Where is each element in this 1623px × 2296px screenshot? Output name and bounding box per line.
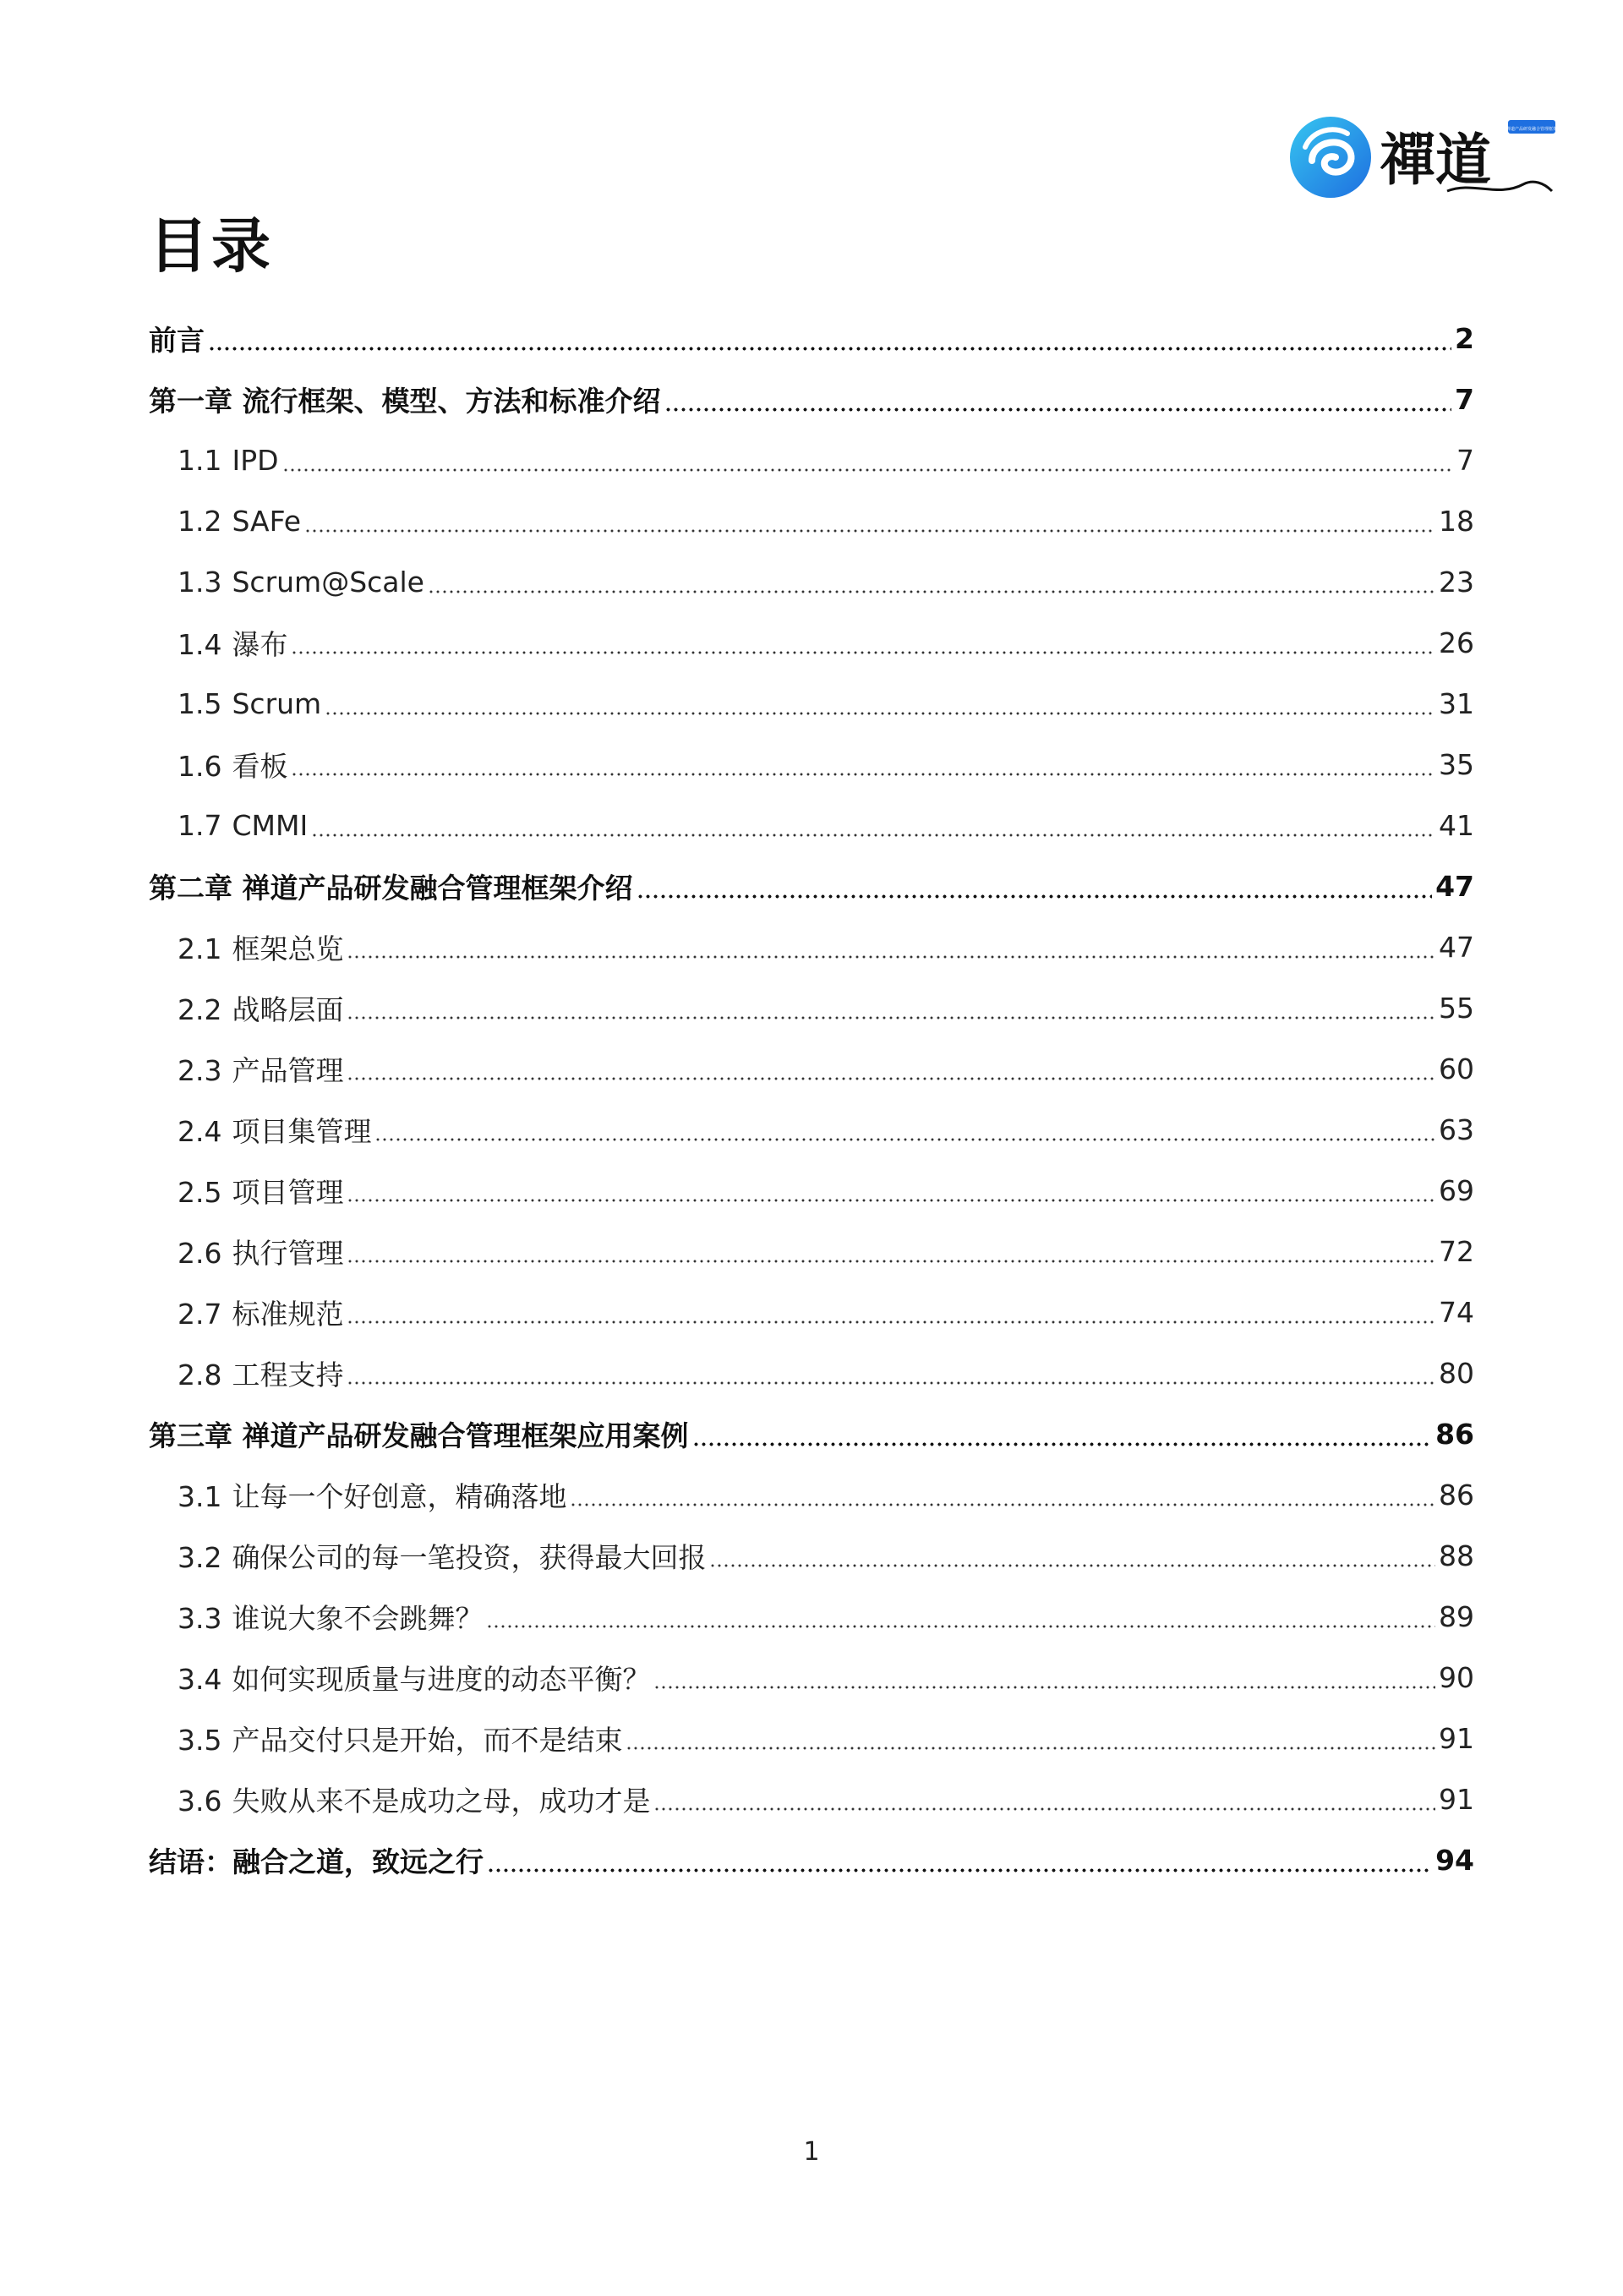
toc-section-number: 3.3	[178, 1601, 222, 1635]
toc-section-entry[interactable]	[149, 734, 1474, 795]
toc-page-number: 88	[1439, 1539, 1474, 1572]
toc-section-entry[interactable]	[149, 1647, 1474, 1708]
toc-page-number: 60	[1439, 1052, 1474, 1085]
toc-section-entry[interactable]	[149, 673, 1474, 734]
toc-page-number: 69	[1439, 1173, 1474, 1207]
toc-section-number: 2.8	[178, 1358, 222, 1391]
toc-entry-title	[178, 623, 287, 663]
toc-entry-label: SAFe	[232, 504, 302, 538]
toc-section-entry[interactable]	[149, 1586, 1474, 1647]
toc-dot-leader	[347, 1320, 1435, 1324]
toc-page-number: 26	[1439, 626, 1474, 659]
toc-dot-leader	[282, 468, 1453, 472]
toc-section-entry[interactable]	[149, 429, 1474, 490]
toc-section-number: 1.6	[178, 749, 222, 783]
toc-entry-label: 确保公司的每一笔投资，获得最大回报	[232, 1540, 707, 1574]
toc-entry-label: Scrum@Scale	[232, 565, 424, 599]
toc-entry-label: 瀑布	[232, 627, 288, 661]
toc-page-number: 80	[1439, 1356, 1474, 1390]
toc-section-entry[interactable]	[149, 1342, 1474, 1403]
toc-page-number: 7	[1455, 382, 1474, 416]
toc-section-number: 1.2	[178, 504, 222, 538]
toc-entry-title	[178, 745, 287, 784]
toc-entry-title	[178, 1475, 566, 1515]
toc-section-number: 2.1	[178, 932, 222, 965]
toc-page-number: 86	[1435, 1417, 1474, 1451]
toc-entry-title	[178, 809, 308, 842]
toc-entry-title	[149, 866, 633, 906]
toc-page-number: 7	[1456, 443, 1474, 477]
toc-entry-label: 前言	[149, 323, 205, 357]
toc-entry-title	[178, 1597, 483, 1637]
toc-section-number: 1.4	[178, 627, 222, 661]
toc-section-entry[interactable]	[149, 1525, 1474, 1586]
toc-dot-leader	[428, 590, 1435, 593]
toc-entry-label: Scrum	[232, 686, 322, 720]
toc-section-entry[interactable]	[149, 1160, 1474, 1221]
toc-chapter-entry[interactable]	[149, 369, 1474, 429]
toc-page-number: 31	[1439, 686, 1474, 720]
toc-section-entry[interactable]	[149, 795, 1474, 856]
toc-section-number: 2.4	[178, 1114, 222, 1148]
toc-entry-title	[149, 319, 205, 358]
toc-entry-title	[178, 444, 279, 477]
toc-entry-title	[149, 1414, 689, 1454]
toc-dot-leader	[347, 1381, 1435, 1385]
toc-dot-leader	[347, 955, 1435, 959]
toc-page-number: 74	[1439, 1295, 1474, 1329]
toc-entry-title	[178, 988, 343, 1028]
toc-section-number: 3.6	[178, 1784, 222, 1818]
toc-entry-title	[178, 1536, 706, 1576]
toc-section-entry[interactable]	[149, 977, 1474, 1038]
toc-entry-label: 看板	[232, 749, 288, 783]
toc-dot-leader	[291, 651, 1435, 654]
toc-section-number: 3.4	[178, 1662, 222, 1696]
toc-page-number: 2	[1455, 321, 1474, 355]
toc-entry-title	[178, 1353, 343, 1393]
toc-page-number: 90	[1439, 1660, 1474, 1694]
toc-section-number: 1.5	[178, 686, 222, 720]
toc-dot-leader	[291, 773, 1435, 776]
toc-entry-label: 产品管理	[232, 1053, 344, 1087]
toc-section-entry[interactable]	[149, 1221, 1474, 1282]
toc-page-number: 18	[1439, 504, 1474, 538]
toc-dot-leader	[486, 1625, 1435, 1628]
toc-entry-label: 标准规范	[232, 1297, 344, 1331]
toc-page-number: 91	[1439, 1782, 1474, 1816]
toc-page-number: 47	[1435, 869, 1474, 903]
toc-entry-title	[178, 1049, 343, 1089]
page-title: 目录	[149, 211, 274, 281]
toc-dot-leader	[664, 407, 1452, 412]
toc-entry-label: 谁说大象不会跳舞？	[232, 1601, 484, 1635]
toc-entry-label: 项目集管理	[232, 1114, 372, 1148]
toc-section-entry[interactable]	[149, 1099, 1474, 1160]
toc-section-entry[interactable]	[149, 1768, 1474, 1829]
toc-entry-label: 让每一个好创意，精确落地	[232, 1479, 567, 1513]
toc-dot-leader	[709, 1564, 1435, 1567]
toc-dot-leader	[347, 1016, 1435, 1020]
toc-section-number: 3.2	[178, 1540, 222, 1574]
table-of-contents	[149, 308, 1474, 1890]
toc-dot-leader	[692, 1442, 1433, 1446]
toc-entry-label: 如何实现质量与进度的动态平衡？	[232, 1662, 651, 1696]
toc-section-entry[interactable]	[149, 612, 1474, 673]
toc-entry-label: 第一章 流行框架、模型、方法和标准介绍	[149, 384, 661, 418]
toc-section-number: 2.2	[178, 992, 222, 1026]
toc-entry-title	[178, 1171, 343, 1211]
toc-page-number: 91	[1439, 1721, 1474, 1755]
toc-section-number: 2.5	[178, 1175, 222, 1209]
toc-page-number: 94	[1435, 1843, 1474, 1877]
toc-section-entry[interactable]	[149, 1282, 1474, 1342]
toc-entry-label: IPD	[232, 443, 279, 477]
toc-dot-leader	[208, 347, 1451, 351]
toc-chapter-entry[interactable]	[149, 856, 1474, 916]
toc-dot-leader	[487, 1868, 1432, 1872]
toc-section-number: 2.6	[178, 1236, 222, 1270]
toc-dot-leader	[311, 834, 1435, 837]
toc-section-number: 2.7	[178, 1297, 222, 1331]
toc-dot-leader	[347, 1260, 1435, 1263]
toc-dot-leader	[653, 1807, 1435, 1811]
toc-dot-leader	[374, 1138, 1435, 1141]
toc-dot-leader	[637, 894, 1433, 899]
toc-section-entry[interactable]	[149, 1464, 1474, 1525]
toc-entry-label: 战略层面	[232, 992, 344, 1026]
toc-chapter-entry[interactable]	[149, 1829, 1474, 1890]
toc-chapter-entry[interactable]	[149, 308, 1474, 369]
brand-logo	[1287, 110, 1557, 203]
toc-entry-title	[178, 1658, 650, 1697]
toc-entry-title	[149, 380, 661, 419]
brand-wordmark: 禪道	[1380, 127, 1491, 193]
toc-chapter-entry[interactable]	[149, 1403, 1474, 1464]
brand-logo-graphic	[1287, 110, 1557, 203]
toc-page-number: 89	[1439, 1599, 1474, 1633]
toc-entry-label: 工程支持	[232, 1358, 344, 1391]
toc-dot-leader	[570, 1503, 1435, 1506]
toc-section-number: 1.7	[178, 808, 222, 842]
toc-entry-title	[178, 1779, 650, 1819]
toc-section-number: 1.1	[178, 443, 222, 477]
toc-page-number: 41	[1439, 808, 1474, 842]
toc-page-number: 72	[1439, 1234, 1474, 1268]
toc-page-number: 23	[1439, 565, 1474, 599]
toc-entry-title	[178, 1232, 343, 1271]
toc-section-entry[interactable]	[149, 1708, 1474, 1768]
toc-section-entry[interactable]	[149, 490, 1474, 551]
toc-entry-title	[178, 1293, 343, 1332]
toc-section-entry[interactable]	[149, 551, 1474, 612]
toc-entry-label: 第三章 禅道产品研发融合管理框架应用案例	[149, 1419, 689, 1452]
toc-dot-leader	[304, 529, 1435, 533]
toc-entry-label: 项目管理	[232, 1175, 344, 1209]
toc-entry-title	[178, 687, 321, 720]
toc-entry-title	[178, 1719, 622, 1758]
page-number: 1	[803, 2137, 820, 2167]
toc-entry-label: 第二章 禅道产品研发融合管理框架介绍	[149, 871, 633, 905]
toc-dot-leader	[626, 1747, 1435, 1750]
toc-entry-title	[178, 566, 424, 599]
toc-dot-leader	[325, 712, 1435, 715]
toc-entry-title	[149, 1840, 484, 1880]
toc-section-number: 2.3	[178, 1053, 222, 1087]
brand-tagline: 禅道产品研发融合管理框架	[1506, 127, 1557, 132]
toc-entry-title	[178, 1110, 371, 1150]
toc-page-number: 63	[1439, 1112, 1474, 1146]
toc-dot-leader	[347, 1077, 1435, 1080]
toc-entry-label: CMMI	[232, 808, 309, 842]
toc-entry-label: 框架总览	[232, 932, 344, 965]
toc-section-number: 3.1	[178, 1479, 222, 1513]
toc-dot-leader	[347, 1199, 1435, 1202]
toc-section-entry[interactable]	[149, 1038, 1474, 1099]
toc-entry-title	[178, 505, 301, 538]
toc-dot-leader	[653, 1686, 1435, 1689]
toc-section-number: 3.5	[178, 1723, 222, 1757]
toc-page-number: 47	[1439, 930, 1474, 964]
toc-section-number: 1.3	[178, 565, 222, 599]
toc-page-number: 86	[1439, 1478, 1474, 1512]
toc-section-entry[interactable]	[149, 916, 1474, 977]
toc-entry-label: 执行管理	[232, 1236, 344, 1270]
toc-page-number: 35	[1439, 747, 1474, 781]
toc-entry-label: 失败从来不是成功之母，成功才是	[232, 1784, 651, 1818]
toc-entry-label: 产品交付只是开始，而不是结束	[232, 1723, 623, 1757]
toc-entry-title	[178, 927, 343, 967]
toc-entry-label: 结语：融合之道，致远之行	[149, 1845, 484, 1878]
toc-page-number: 55	[1439, 991, 1474, 1025]
